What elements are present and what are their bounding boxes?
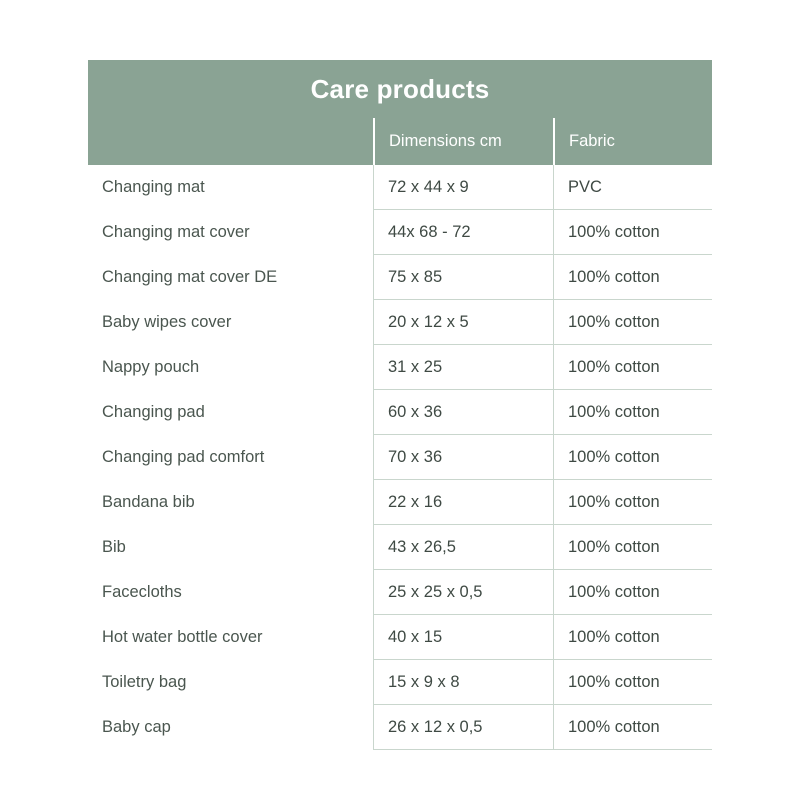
table-title-bar (88, 60, 712, 118)
product-dimensions: 44x 68 - 72 (373, 210, 553, 255)
product-fabric: 100% cotton (553, 210, 712, 255)
product-name: Bandana bib (88, 480, 373, 525)
product-name: Baby cap (88, 705, 373, 750)
product-dimensions: 22 x 16 (373, 480, 553, 525)
product-name: Facecloths (88, 570, 373, 615)
product-name: Hot water bottle cover (88, 615, 373, 660)
product-fabric: PVC (553, 165, 712, 210)
product-dimensions: 70 x 36 (373, 435, 553, 480)
product-dimensions: 25 x 25 x 0,5 (373, 570, 553, 615)
product-name: Changing mat (88, 165, 373, 210)
product-dimensions: 72 x 44 x 9 (373, 165, 553, 210)
product-fabric: 100% cotton (553, 435, 712, 480)
product-fabric: 100% cotton (553, 660, 712, 705)
product-fabric: 100% cotton (553, 300, 712, 345)
product-dimensions: 60 x 36 (373, 390, 553, 435)
product-name: Changing pad comfort (88, 435, 373, 480)
product-fabric: 100% cotton (553, 705, 712, 750)
column-header-product (88, 118, 373, 165)
page-title: Care products (310, 73, 490, 104)
product-dimensions: 75 x 85 (373, 255, 553, 300)
product-name: Changing mat cover (88, 210, 373, 255)
product-fabric: 100% cotton (553, 480, 712, 525)
product-name: Changing mat cover DE (88, 255, 373, 300)
product-name: Toiletry bag (88, 660, 373, 705)
product-name: Baby wipes cover (88, 300, 373, 345)
product-dimensions: 20 x 12 x 5 (373, 300, 553, 345)
product-name: Nappy pouch (88, 345, 373, 390)
product-dimensions: 40 x 15 (373, 615, 553, 660)
column-header-fabric: Fabric (553, 118, 712, 165)
product-fabric: 100% cotton (553, 570, 712, 615)
product-name: Changing pad (88, 390, 373, 435)
product-dimensions: 15 x 9 x 8 (373, 660, 553, 705)
product-dimensions: 26 x 12 x 0,5 (373, 705, 553, 750)
table-grid (88, 118, 712, 750)
product-dimensions: 31 x 25 (373, 345, 553, 390)
product-dimensions: 43 x 26,5 (373, 525, 553, 570)
care-products-table (88, 60, 712, 750)
product-fabric: 100% cotton (553, 255, 712, 300)
product-fabric: 100% cotton (553, 615, 712, 660)
product-fabric: 100% cotton (553, 525, 712, 570)
product-fabric: 100% cotton (553, 390, 712, 435)
product-name: Bib (88, 525, 373, 570)
column-header-dimensions: Dimensions cm (373, 118, 553, 165)
product-fabric: 100% cotton (553, 345, 712, 390)
